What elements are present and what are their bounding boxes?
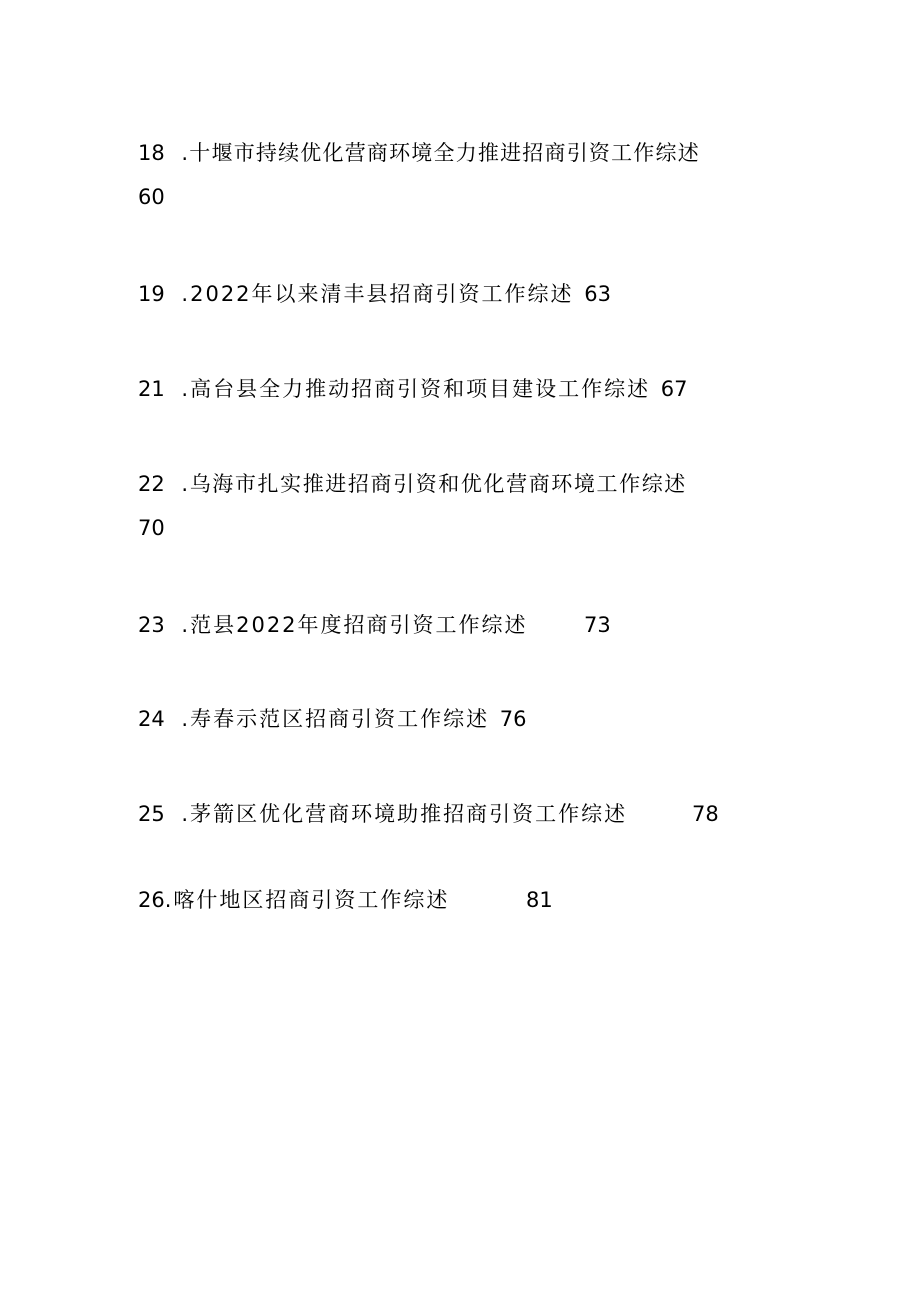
- toc-entry-number: 24: [138, 707, 165, 731]
- toc-entry-26[interactable]: [138, 878, 578, 922]
- toc-entry-page: 60: [138, 185, 165, 209]
- toc-entry-number: 23: [138, 613, 165, 637]
- toc-entry-title: .寿春示范区招商引资工作综述: [181, 707, 490, 731]
- toc-entry-page: 73: [584, 613, 611, 637]
- toc-entry-title: .喀什地区招商引资工作综述: [164, 888, 450, 912]
- toc-entry-title: .十堰市持续优化营商环境全力推进招商引资工作综述: [181, 141, 700, 165]
- toc-entry-page: 67: [660, 377, 688, 401]
- toc-entry-title: .乌海市扎实推进招商引资和优化营商环境工作综述: [181, 472, 687, 496]
- toc-entry-page: 70: [138, 516, 165, 540]
- toc-entry-page: 63: [584, 282, 611, 306]
- toc-entry-page: 76: [499, 707, 527, 731]
- toc-entry-number: 22: [138, 472, 165, 496]
- toc-entry-number: 21: [138, 377, 165, 401]
- toc-entry-title: .茅箭区优化营商环境助推招商引资工作综述: [181, 802, 628, 826]
- toc-entry-21[interactable]: [138, 367, 688, 411]
- toc-entry-number: 19: [138, 282, 165, 306]
- toc-entry-number: 26: [138, 888, 165, 912]
- toc-entry-24[interactable]: [138, 697, 527, 741]
- toc-entry-number: 18: [138, 141, 165, 165]
- toc-entry-page: 78: [692, 802, 719, 826]
- toc-entry-title: .高台县全力推动招商引资和项目建设工作综述: [181, 377, 651, 401]
- toc-entry-23[interactable]: [138, 603, 618, 647]
- toc-entry-page: 81: [526, 888, 553, 912]
- toc-entry-22[interactable]: [138, 462, 687, 550]
- toc-entry-18[interactable]: [138, 131, 700, 219]
- toc-entry-title: .2022年以来清丰县招商引资工作综述: [181, 282, 574, 306]
- toc-entry-25[interactable]: [138, 792, 738, 836]
- toc-entry-19[interactable]: [138, 272, 611, 316]
- toc-entry-title: .范县2022年度招商引资工作综述: [181, 613, 528, 637]
- toc-entry-number: 25: [138, 802, 165, 826]
